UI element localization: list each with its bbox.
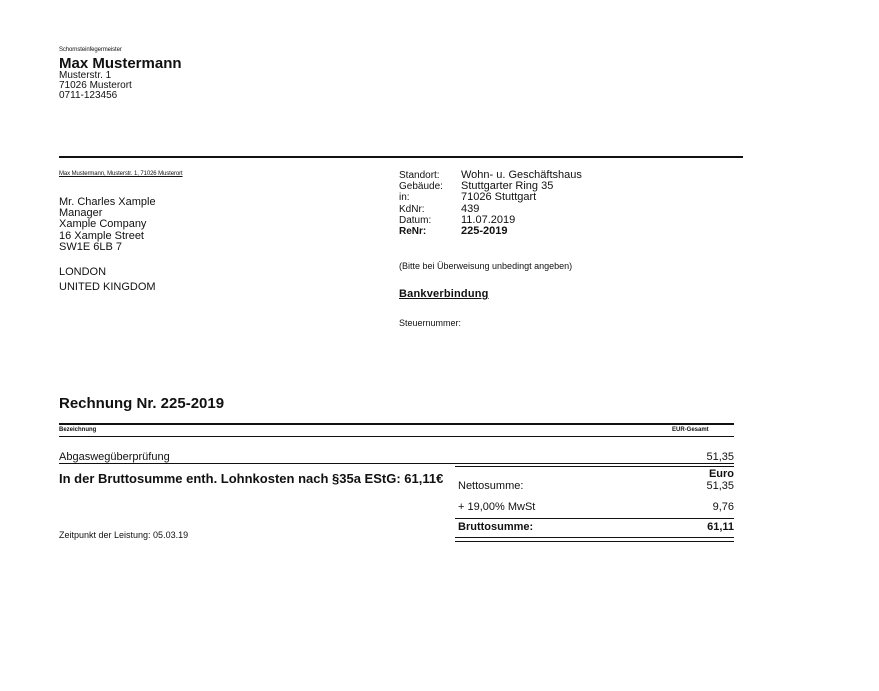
info-value: 225-2019 — [461, 225, 508, 238]
recipient-name: Mr. Charles Xample — [59, 196, 156, 208]
info-label: ReNr: — [399, 226, 427, 238]
column-header-total: EUR-Gesamt — [672, 427, 709, 433]
gross-double-rule — [455, 541, 734, 542]
line-item-description: Abgaswegüberprüfung — [59, 451, 170, 463]
info-label: Gebäude: — [399, 181, 443, 193]
sender-role: Schornsteinfegermeister — [59, 47, 122, 53]
invoice-info — [399, 170, 582, 237]
vat-label: + 19,00% MwSt — [458, 501, 536, 513]
labour-cost-note: In der Bruttosumme enth. Lohnkosten nach §35a EStG: 61,11€ — [59, 471, 444, 486]
info-label: Standort: — [399, 170, 440, 181]
table-rule-item — [59, 463, 734, 464]
table-rule-header — [59, 436, 734, 437]
table-rule-top — [59, 423, 734, 425]
gross-total-label: Bruttosumme: — [458, 521, 534, 533]
info-row-in — [399, 192, 582, 203]
sender-street: Musterstr. 1 — [59, 70, 112, 81]
sender-city: 71026 Musterort — [59, 80, 132, 91]
net-total-amount: 51,35 — [706, 480, 734, 492]
currency-label: Euro — [708, 468, 734, 480]
line-item-amount: 51,35 — [706, 451, 734, 463]
tax-number-label: Steuernummer: — [399, 318, 462, 328]
recipient-city-block — [59, 265, 156, 295]
info-label: KdNr: — [399, 203, 425, 215]
info-value: 11.07.2019 — [461, 213, 516, 226]
gross-total-amount: 61,11 — [707, 521, 734, 533]
info-value: Wohn- u. Geschäftshaus — [461, 169, 582, 181]
invoice-title: Rechnung Nr. 225-2019 — [59, 395, 225, 412]
info-value: 71026 Stuttgart — [461, 191, 537, 204]
bank-heading: Bankverbindung — [399, 288, 489, 300]
info-label: in: — [399, 192, 410, 204]
service-date: Zeitpunkt der Leistung: 05.03.19 — [59, 530, 189, 540]
info-row-invoice-number — [399, 226, 582, 237]
info-value: 439 — [461, 202, 480, 215]
gross-double-rule — [455, 537, 734, 538]
table-rule-totals — [455, 466, 734, 467]
sender-return-line: Max Mustermann, Musterstr. 1, 71026 Musterort — [59, 171, 183, 177]
recipient-city: LONDON — [59, 266, 107, 278]
recipient-postcode: SW1E 6LB 7 — [59, 240, 122, 253]
vat-amount: 9,76 — [712, 501, 734, 513]
sender-address — [59, 71, 132, 101]
header-divider — [59, 156, 743, 158]
recipient-street: 16 Xample Street — [59, 229, 144, 242]
recipient-country: UNITED KINGDOM — [59, 281, 156, 293]
info-value: Stuttgarter Ring 35 — [461, 180, 554, 193]
sender-phone: 0711-123456 — [59, 90, 118, 101]
net-total-label: Nettosumme: — [458, 480, 524, 492]
info-label: Datum: — [399, 214, 432, 226]
transfer-note: (Bitte bei Überweisung unbedingt angeben) — [399, 261, 573, 271]
column-header-description: Bezeichnung — [59, 427, 97, 433]
recipient-address — [59, 197, 156, 253]
recipient-company: Xample Company — [59, 218, 147, 231]
sender-name: Max Mustermann — [59, 55, 182, 72]
recipient-position: Manager — [59, 207, 103, 220]
gross-rule-top — [455, 518, 734, 519]
